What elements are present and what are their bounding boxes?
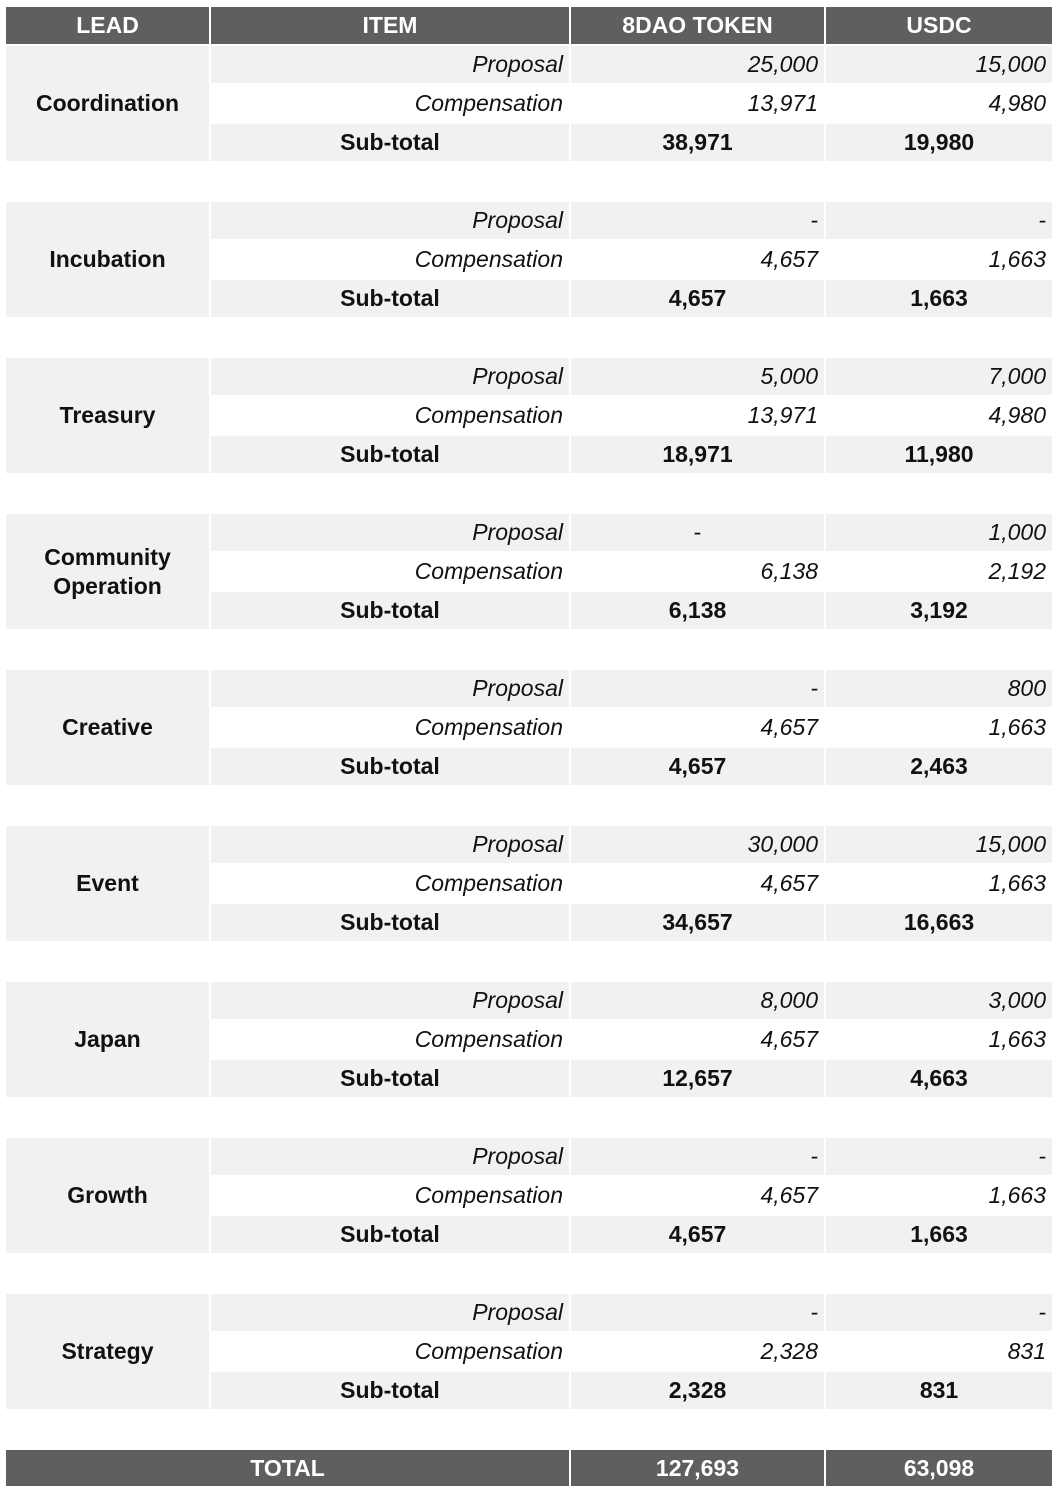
token-value: 4,657 — [571, 1177, 826, 1216]
proposal-row — [6, 1294, 1052, 1333]
lead-name: Coordination — [6, 46, 211, 163]
item-label: Proposal — [211, 670, 571, 709]
item-label: Compensation — [211, 865, 571, 904]
token-value: 4,657 — [571, 280, 826, 319]
proposal-row — [6, 826, 1052, 865]
spacer-row — [6, 163, 1052, 202]
proposal-row — [6, 670, 1052, 709]
item-label: Sub-total — [211, 748, 571, 787]
spacer-cell — [6, 787, 1052, 826]
header-usdc: USDC — [826, 7, 1052, 46]
item-label: Sub-total — [211, 124, 571, 163]
item-label: Compensation — [211, 1333, 571, 1372]
token-value: 4,657 — [571, 1216, 826, 1255]
token-value: 6,138 — [571, 592, 826, 631]
usdc-value: 1,663 — [826, 1021, 1052, 1060]
item-label: Compensation — [211, 1177, 571, 1216]
item-label: Compensation — [211, 709, 571, 748]
proposal-row — [6, 982, 1052, 1021]
proposal-row — [6, 46, 1052, 85]
token-value: 25,000 — [571, 46, 826, 85]
lead-name: Incubation — [6, 202, 211, 319]
total-token: 127,693 — [571, 1450, 826, 1488]
usdc-value: 3,000 — [826, 982, 1052, 1021]
token-value: 4,657 — [571, 709, 826, 748]
spacer-cell — [6, 1255, 1052, 1294]
spacer-cell — [6, 631, 1052, 670]
header-item: ITEM — [211, 7, 571, 46]
token-value: 4,657 — [571, 865, 826, 904]
token-value: 8,000 — [571, 982, 826, 1021]
item-label: Proposal — [211, 514, 571, 553]
item-label: Sub-total — [211, 592, 571, 631]
token-value: - — [571, 1138, 826, 1177]
item-label: Sub-total — [211, 436, 571, 475]
item-label: Sub-total — [211, 1216, 571, 1255]
item-label: Proposal — [211, 1138, 571, 1177]
item-label: Sub-total — [211, 1372, 571, 1411]
proposal-row — [6, 358, 1052, 397]
usdc-value: 1,663 — [826, 241, 1052, 280]
item-label: Sub-total — [211, 280, 571, 319]
token-value: 38,971 — [571, 124, 826, 163]
usdc-value: 1,663 — [826, 709, 1052, 748]
budget-table — [6, 7, 1052, 1488]
usdc-value: 2,463 — [826, 748, 1052, 787]
lead-name: Event — [6, 826, 211, 943]
usdc-value: 1,663 — [826, 1216, 1052, 1255]
spacer-cell — [6, 1411, 1052, 1450]
usdc-value: 4,980 — [826, 85, 1052, 124]
usdc-value: 3,192 — [826, 592, 1052, 631]
item-label: Proposal — [211, 46, 571, 85]
token-value: 30,000 — [571, 826, 826, 865]
spacer-row — [6, 1099, 1052, 1138]
lead-name: Strategy — [6, 1294, 211, 1411]
spacer-cell — [6, 319, 1052, 358]
lead-name: Treasury — [6, 358, 211, 475]
token-value: - — [571, 202, 826, 241]
spacer-cell — [6, 475, 1052, 514]
usdc-value: 16,663 — [826, 904, 1052, 943]
usdc-value: 15,000 — [826, 826, 1052, 865]
token-value: - — [571, 670, 826, 709]
item-label: Compensation — [211, 397, 571, 436]
header-token: 8DAO TOKEN — [571, 7, 826, 46]
spacer-cell — [6, 1099, 1052, 1138]
spacer-row — [6, 943, 1052, 982]
usdc-value: 4,980 — [826, 397, 1052, 436]
spacer-cell — [6, 943, 1052, 982]
total-label: TOTAL — [6, 1450, 571, 1488]
usdc-value: 831 — [826, 1333, 1052, 1372]
item-label: Compensation — [211, 553, 571, 592]
token-value: 34,657 — [571, 904, 826, 943]
usdc-value: 1,663 — [826, 1177, 1052, 1216]
token-value: 13,971 — [571, 85, 826, 124]
token-value: 4,657 — [571, 1021, 826, 1060]
header-lead: LEAD — [6, 7, 211, 46]
spacer-row — [6, 1411, 1052, 1450]
item-label: Proposal — [211, 826, 571, 865]
token-value: 4,657 — [571, 241, 826, 280]
item-label: Compensation — [211, 1021, 571, 1060]
token-value: 13,971 — [571, 397, 826, 436]
usdc-value: - — [826, 1138, 1052, 1177]
item-label: Proposal — [211, 202, 571, 241]
usdc-value: 831 — [826, 1372, 1052, 1411]
total-row — [6, 1450, 1052, 1488]
token-value: 4,657 — [571, 748, 826, 787]
token-value: - — [571, 1294, 826, 1333]
usdc-value: 800 — [826, 670, 1052, 709]
spacer-cell — [6, 163, 1052, 202]
token-value: - — [571, 514, 826, 553]
token-value: 18,971 — [571, 436, 826, 475]
lead-name: Japan — [6, 982, 211, 1099]
usdc-value: 11,980 — [826, 436, 1052, 475]
item-label: Sub-total — [211, 904, 571, 943]
header-row — [6, 7, 1052, 46]
usdc-value: 1,000 — [826, 514, 1052, 553]
spacer-row — [6, 631, 1052, 670]
usdc-value: 1,663 — [826, 865, 1052, 904]
usdc-value: 2,192 — [826, 553, 1052, 592]
usdc-value: 15,000 — [826, 46, 1052, 85]
token-value: 12,657 — [571, 1060, 826, 1099]
item-label: Proposal — [211, 1294, 571, 1333]
spacer-row — [6, 475, 1052, 514]
spacer-row — [6, 1255, 1052, 1294]
token-value: 2,328 — [571, 1333, 826, 1372]
item-label: Compensation — [211, 241, 571, 280]
item-label: Sub-total — [211, 1060, 571, 1099]
total-usdc: 63,098 — [826, 1450, 1052, 1488]
table-body — [6, 7, 1052, 1488]
lead-name: Creative — [6, 670, 211, 787]
usdc-value: 19,980 — [826, 124, 1052, 163]
proposal-row — [6, 1138, 1052, 1177]
token-value: 5,000 — [571, 358, 826, 397]
lead-name: Growth — [6, 1138, 211, 1255]
token-value: 2,328 — [571, 1372, 826, 1411]
item-label: Proposal — [211, 982, 571, 1021]
item-label: Compensation — [211, 85, 571, 124]
token-value: 6,138 — [571, 553, 826, 592]
usdc-value: 7,000 — [826, 358, 1052, 397]
proposal-row — [6, 202, 1052, 241]
lead-name: Community Operation — [6, 514, 211, 631]
usdc-value: - — [826, 202, 1052, 241]
usdc-value: 1,663 — [826, 280, 1052, 319]
usdc-value: - — [826, 1294, 1052, 1333]
usdc-value: 4,663 — [826, 1060, 1052, 1099]
item-label: Proposal — [211, 358, 571, 397]
spacer-row — [6, 787, 1052, 826]
proposal-row — [6, 514, 1052, 553]
spacer-row — [6, 319, 1052, 358]
